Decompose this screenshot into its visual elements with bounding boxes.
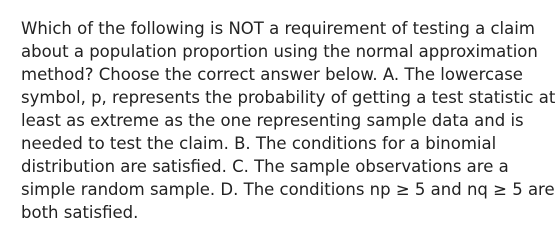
question-line: simple random sample. D. The conditions np ≥ 5 and nq ≥ 5 are <box>21 180 555 199</box>
question-line: least as extreme as the one representing sample data and is <box>21 111 524 130</box>
question-line: symbol, p, represents the probability of getting a test statistic at <box>21 88 556 107</box>
question-line: needed to test the claim. B. The conditions for a binomial <box>21 134 497 153</box>
question-line: distribution are satisfied. C. The sample observations are a <box>21 157 509 176</box>
question-line: Which of the following is NOT a requirement of testing a claim <box>21 19 535 38</box>
question-line: method? Choose the correct answer below. A. The lowercase <box>21 65 523 84</box>
question-line: both satisfied. <box>21 203 139 222</box>
question-text <box>21 17 556 224</box>
question-line: about a population proportion using the normal approximation <box>21 42 538 61</box>
